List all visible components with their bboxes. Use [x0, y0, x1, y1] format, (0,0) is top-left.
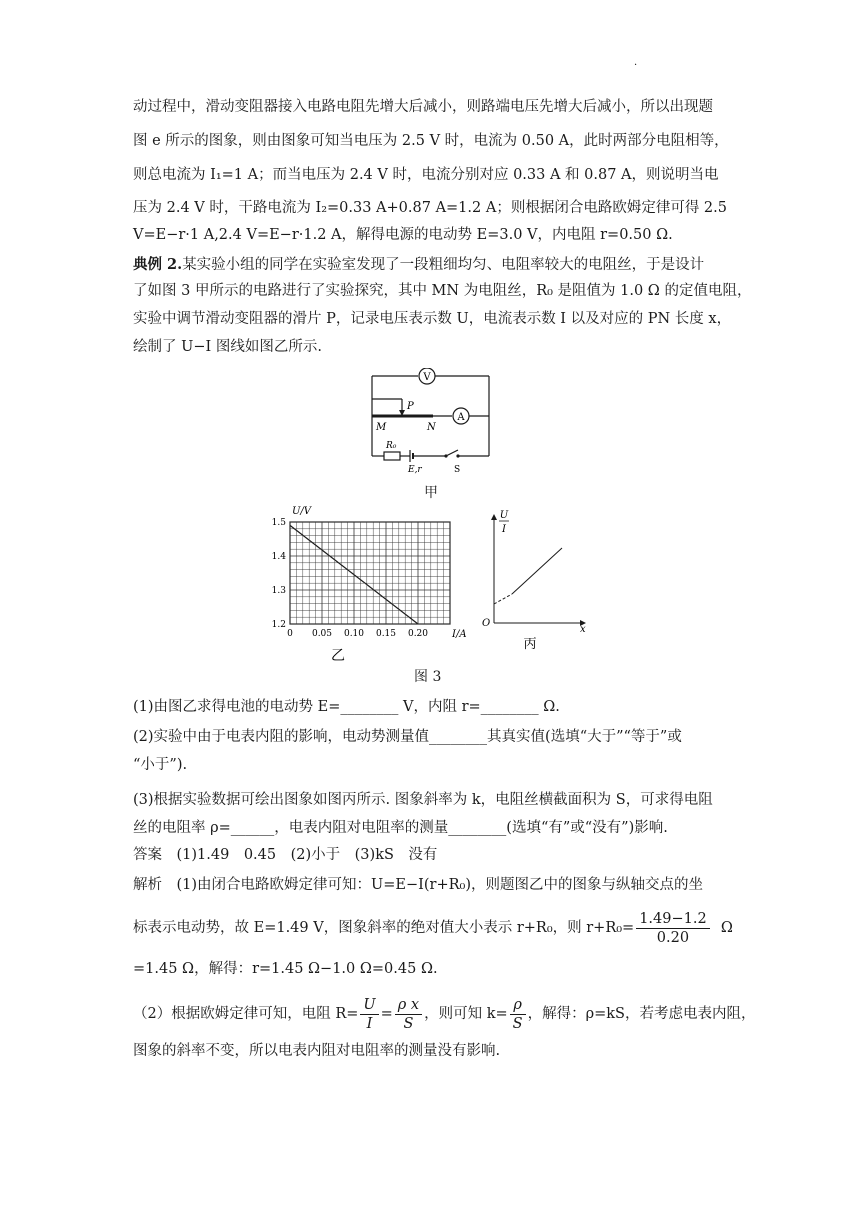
slider-label: P [407, 401, 414, 412]
question-3-line-1: (3)根据实验数据可绘出图象如图丙所示. 图象斜率为 k，电阻丝横截面积为 S，可求得电阻 [133, 792, 713, 808]
fraction-rho-over-s [510, 996, 526, 1033]
example-line-2: 了如图 3 甲所示的电路进行了实验探究，其中 MN 为电阻丝，R₀ 是阻值为 1.0 Ω 的定值电阻， [133, 283, 752, 299]
chart-x-tick-1: 0.05 [311, 629, 333, 639]
battery-label: E,r [408, 465, 422, 475]
fraction-slope [636, 910, 710, 947]
fraction-s-2: S [512, 1015, 523, 1032]
solution-continued-line-5: V=E−r·1 A,2.4 V=E−r·1.2 A，解得电源的电动势 E=3.0 V，内电阻 r=0.50 Ω. [133, 227, 673, 243]
chart-y-tick-4: 1.5 [271, 518, 286, 528]
fraction-slope-num: 1.49−1.2 [636, 910, 710, 929]
circuit-caption: 甲 [424, 485, 438, 501]
chart-y-label: U/V [292, 506, 312, 517]
question-2-line-2: “小于”). [133, 757, 188, 773]
bing-y-label-num: U [499, 510, 509, 521]
ammeter-label: A [457, 412, 465, 423]
solution-line-5: 图象的斜率不变，所以电表内阻对电阻率的测量没有影响. [133, 1043, 501, 1059]
chart-y-tick-1: 1.2 [271, 620, 286, 630]
chart-x-tick-2: 0.10 [343, 629, 365, 639]
question-2-line-1: (2)实验中由于电表内阻的影响，电动势测量值________其真实值(选填“大于”“等于”或 [133, 729, 682, 745]
example-line-3: 实验中调节滑动变阻器的滑片 P，记录电压表示数 U，电流表示数 I 以及对应的 PN 长度 x， [133, 311, 732, 327]
solution-line-2-unit: Ω [720, 920, 733, 936]
solution-continued-line-2: 图 e 所示的图象，则由图象可知当电压为 2.5 V 时，电流为 0.50 A，此时两部分电阻相等， [133, 133, 729, 149]
chart-caption: 乙 [331, 648, 345, 664]
bing-caption: 丙 [523, 637, 537, 652]
fraction-u: U [360, 996, 378, 1015]
solution-continued-line-3: 则总电流为 I₁=1 A；而当电压为 2.4 V 时，电流分别对应 0.33 A 和 0.87 A，则说明当电 [133, 167, 719, 183]
solution-line-4-text-a: （2）根据欧姆定律可知，电阻 R= [133, 1006, 359, 1022]
fraction-slope-den: 0.20 [656, 929, 690, 946]
end-n-label: N [427, 422, 436, 433]
circuit-diagram [360, 368, 500, 498]
chart-origin-label: 0 [287, 629, 293, 639]
question-1: (1)由图乙求得电池的电动势 E=________ V，内阻 r=________ Ω. [133, 699, 560, 715]
bing-origin-label: O [482, 618, 491, 629]
chart-x-tick-4: 0.20 [407, 629, 429, 639]
page-mark: · [634, 60, 638, 71]
chart-y-tick-2: 1.3 [271, 586, 286, 596]
fraction-rho: ρ [510, 996, 526, 1015]
example-text-1: 某实验小组的同学在实验室发现了一段粗细均匀、电阻率较大的电阻丝，于是设计 [182, 257, 705, 273]
example-line-4: 绘制了 U−I 图线如图乙所示. [133, 339, 322, 355]
fraction-rho-x-over-s [395, 996, 422, 1033]
fraction-rho-x: ρ x [395, 996, 422, 1015]
fraction-s: S [403, 1015, 414, 1032]
solution-continued-line-4: 压为 2.4 V 时，干路电流为 I₂=0.33 A+0.87 A=1.2 A；则根据闭合电路欧姆定律可得 2.5 [133, 200, 727, 216]
end-m-label: M [376, 422, 387, 433]
solution-line-1: 解析 (1)由闭合电路欧姆定律可知：U=E−I(r+R₀)，则题图乙中的图象与纵轴交点的坐 [133, 877, 703, 893]
bing-y-label-den: I [502, 524, 506, 535]
example-label: 典例 2. [133, 256, 183, 273]
ui-x-graph [478, 508, 596, 656]
chart-frame [290, 522, 450, 624]
resistor-label: R₀ [386, 441, 397, 451]
solution-line-2 [133, 908, 733, 948]
solution-line-4-text-c: ，解得：ρ=kS，若考虑电表内阻， [527, 1006, 756, 1022]
figure-caption: 图 3 [414, 669, 442, 685]
voltmeter-label: V [423, 372, 431, 383]
solution-continued-line-1: 动过程中，滑动变阻器接入电路电阻先增大后减小，则路端电压先增大后减小，所以出现题 [133, 99, 713, 115]
answer-line: 答案 (1)1.49 0.45 (2)小于 (3)kS 没有 [133, 847, 438, 863]
solution-line-3: =1.45 Ω，解得：r=1.45 Ω−1.0 Ω=0.45 Ω. [133, 961, 438, 977]
equals-sign: = [380, 1006, 393, 1022]
solution-line-2-text: 标表示电动势，故 E=1.49 V，图象斜率的绝对值大小表示 r+R₀，则 r+R₀= [133, 920, 635, 936]
fraction-i: I [366, 1015, 373, 1032]
chart-x-tick-3: 0.15 [375, 629, 397, 639]
bing-x-label: x [580, 624, 586, 635]
chart-x-label: I/A [452, 629, 467, 640]
solution-line-4-text-b: ，则可知 k= [424, 1006, 508, 1022]
question-3-line-2: 丝的电阻率 ρ=______，电表内阻对电阻率的测量________(选填“有”或“没有”)影响. [133, 820, 668, 836]
chart-grid [290, 522, 450, 624]
solution-line-4 [133, 994, 756, 1034]
ui-graph-chart [258, 502, 486, 664]
switch-label: S [454, 465, 461, 475]
fraction-u-over-i [360, 996, 378, 1033]
chart-y-tick-3: 1.4 [271, 552, 286, 562]
